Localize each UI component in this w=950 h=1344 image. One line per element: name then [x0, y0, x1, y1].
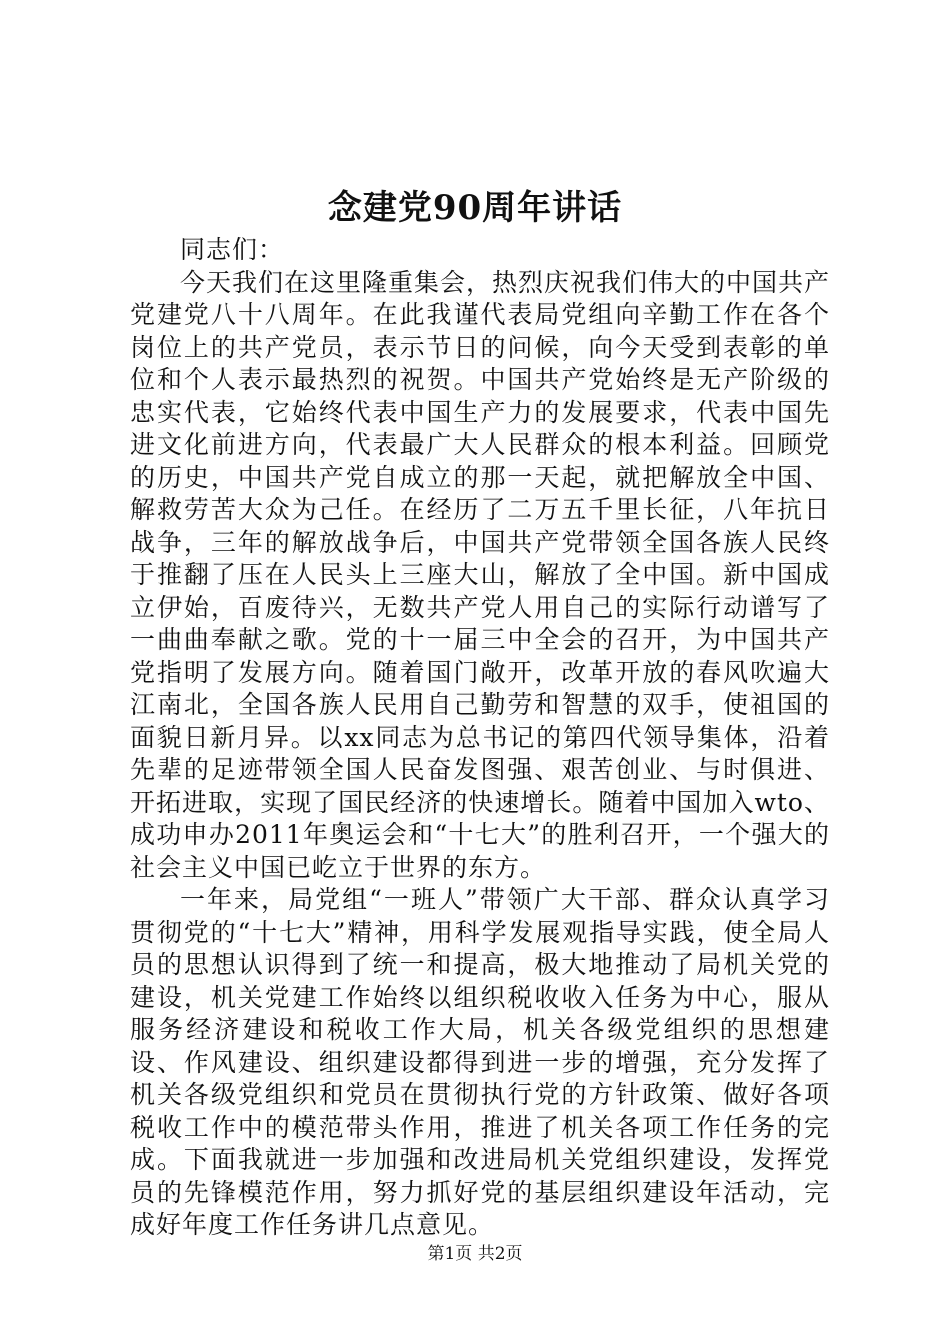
- page-title: 念建党90周年讲话: [327, 188, 623, 228]
- paragraph-1: 今天我们在这里隆重集会，热烈庆祝我们伟大的中国共产党建党八十八周年。在此我谨代表局党组向辛勤工作在各个岗位上的共产党员，表示节日的问候，向今天受到表彰的单位和个人表示最热烈的祝贺。中国共产党始终是无产阶级的忠实代表，它始终代表中国生产力的发展要求，代表中国先进文化前进方向，代表最广大人民群众的根本利益。回顾党的历史，中国共产党自成立的那一天起，就把解放全中国、解救劳苦大众为己任。在经历了二万五千里长征，八年抗日战争，三年的解放战争后，中国共产党带领全国各族人民终于推翻了压在人民头上三座大山，解放了全中国。新中国成立伊始，百废待兴，无数共产党人用自己的实际行动谱写了一曲曲奉献之歌。党的十一届三中全会的召开，为中国共产党指明了发展方向。随着国门敞开，改革开放的春风吹遍大江南北，全国各族人民用自己勤劳和智慧的双手，使祖国的面貌日新月异。以xx同志为总书记的第四代领导集体，沿着先辈的足迹带领全国人民奋发图强、艰苦创业、与时俱进、开拓进取，实现了国民经济的快速增长。随着中国加入wto、成功申办2011年奥运会和“十七大”的胜利召开，一个强大的社会主义中国已屹立于世界的东方。: [130, 267, 831, 882]
- paragraph-2: 一年来，局党组“一班人”带领广大干部、群众认真学习贯彻党的“十七大”精神，用科学发展观指导实践，使全局人员的思想认识得到了统一和提高，极大地推动了局机关党的建设，机关党建工作始终以组织税收收入任务为中心，服从服务经济建设和税收工作大局，机关各级党组织的思想建设、作风建设、组织建设都得到进一步的增强，充分发挥了机关各级党组织和党员在贯彻执行党的方针政策、做好各项税收工作中的模范带头作用，推进了机关各项工作任务的完成。下面我就进一步加强和改进局机关党组织建设，发挥党员的先锋模范作用，努力抓好党的基层组织建设年活动，完成好年度工作任务讲几点意见。: [130, 885, 830, 1239]
- document-body: [130, 234, 830, 1242]
- page-number: 第1页 共2页: [427, 1244, 523, 1264]
- page-footer: [0, 1242, 950, 1266]
- salutation: 同志们：: [180, 235, 285, 264]
